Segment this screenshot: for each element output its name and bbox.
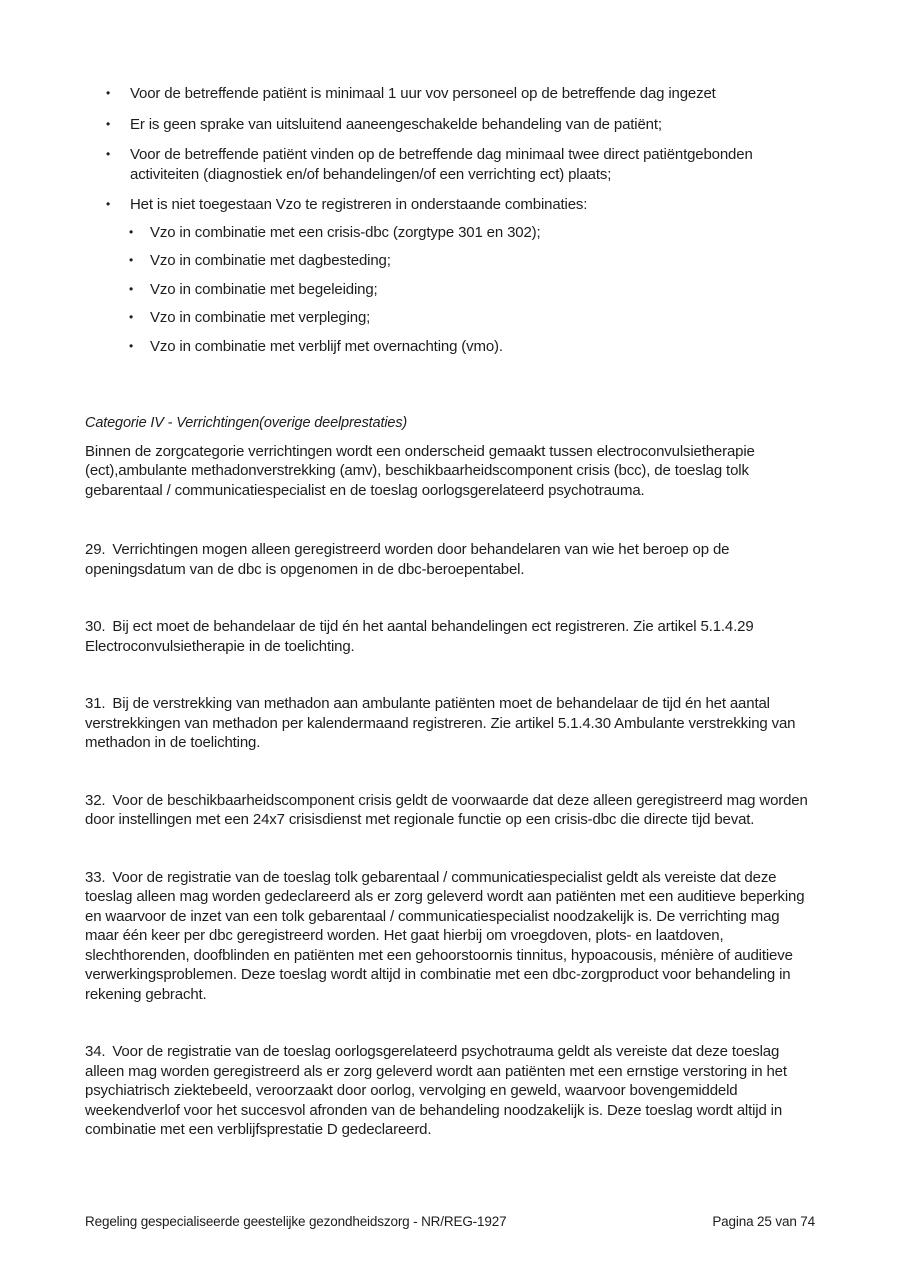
bullet-text: Het is niet toegestaan Vzo te registreren in onderstaande combinaties: xyxy=(130,196,588,213)
bullet-icon: • xyxy=(106,197,111,211)
bullet-item xyxy=(85,115,815,135)
item-number: 29. xyxy=(85,541,106,558)
numbered-item-32 xyxy=(85,791,815,830)
bullet-list xyxy=(85,84,815,356)
bullet-text: Voor de betreffende patiënt vinden op de betreffende dag minimaal twee direct patiëntgebonden activiteiten (diagnostiek en/of behandelingen/of een verrichting ect) plaats; xyxy=(130,146,753,183)
sub-bullet-item xyxy=(85,308,815,328)
bullet-item xyxy=(85,145,815,184)
sub-bullet-item xyxy=(85,251,815,271)
bullet-row xyxy=(85,195,815,215)
item-number: 32. xyxy=(85,791,106,809)
bullet-row xyxy=(85,145,815,184)
bullet-item xyxy=(85,84,815,104)
bullet-icon: • xyxy=(129,281,134,296)
bullet-icon: • xyxy=(129,338,134,353)
page-footer xyxy=(85,1213,815,1230)
footer-document-title: Regeling gespecialiseerde geestelijke gezondheidszorg - NR/REG-1927 xyxy=(85,1214,507,1229)
item-number: 30. xyxy=(85,618,106,635)
bullet-row xyxy=(85,115,815,135)
numbered-item-29 xyxy=(85,540,815,579)
sub-bullet-item xyxy=(85,280,815,300)
sub-bullet-item xyxy=(85,223,815,243)
intro-paragraph: Binnen de zorgcategorie verrichtingen wordt een onderscheid gemaakt tussen electroconvulsietherapie (ect),ambulante methadonverstrekking (amv), beschikbaarheidscomponent crisis (bcc), de toeslag tolk gebarentaal / communicatiespecialist en de toeslag oorlogsgerelateerd psychotrauma. xyxy=(85,442,755,499)
bullet-icon: • xyxy=(129,310,134,324)
numbered-item-31 xyxy=(85,694,815,753)
item-text: Voor de registratie van de toeslag tolk gebarentaal / communicatiespecialist geldt als vereiste dat deze toeslag alleen mag worden gedeclareerd als er zorg geleverd wordt aan patiënten met een auditieve beperking en waarvoor de inzet van een tolk gebarentaal / communicatiespecialist noodzakelijk is. De verrichting mag maar één keer per dbc geregistreerd worden. Het gaat hierbij om vroegdoven, plots- en laatdoven, slechthorenden, doofblinden en patiënten met een gehoorstoornis tinnitus, hypoacousis, ménière of auditieve verwerkingsproblemen. Deze toeslag wordt altijd in combinatie met een dbc-zorgproduct voor behandeling in rekening gebracht. xyxy=(85,868,805,1003)
sub-bullet-text: Vzo in combinatie met dagbesteding; xyxy=(150,252,391,269)
item-text: Verrichtingen mogen alleen geregistreerd worden door behandelaren van wie het beroep op de openingsdatum van de dbc is opgenomen in de dbc-beroepentabel. xyxy=(85,541,730,578)
bullet-row xyxy=(85,84,815,104)
item-text: Voor de beschikbaarheidscomponent crisis geldt de voorwaarde dat deze alleen geregistreerd mag worden door instellingen met een 24x7 crisisdienst met regionale functie op een crisis-dbc die directe tijd bevat. xyxy=(85,791,808,828)
sub-bullet-text: Vzo in combinatie met verblijf met overnachting (vmo). xyxy=(150,337,503,355)
numbered-item-33 xyxy=(85,868,815,1005)
numbered-item-30 xyxy=(85,617,815,656)
item-text: Bij de verstrekking van methadon aan ambulante patiënten moet de behandelaar de tijd én het aantal verstrekkingen van methadon per kalendermaand registreren. Zie artikel 5.1.4.30 Ambulante verstrekking van methadon in de toelichting. xyxy=(85,695,796,751)
bullet-icon: • xyxy=(106,116,111,131)
item-number: 34. xyxy=(85,1043,106,1060)
numbered-item-34 xyxy=(85,1042,815,1140)
bullet-text: Voor de betreffende patiënt is minimaal 1 uur vov personeel op de betreffende dag ingezet xyxy=(130,85,716,102)
sub-bullet-item xyxy=(85,337,815,357)
item-text: Voor de registratie van de toeslag oorlogsgerelateerd psychotrauma geldt als vereiste dat deze toeslag alleen mag worden geregistreerd als er zorg geleverd wordt aan patiënten met een ernstige verstoring in het psychiatrisch ziektebeeld, veroorzaakt door oorlog, vervolging en geweld, waarvoor bovengemiddeld weekendverlof voor het succesvol afronden van de behandeling noodzakelijk is. Deze toeslag wordt altijd in combinatie met een verblijfsprestatie D gedeclareerd. xyxy=(85,1043,787,1138)
section-heading: Categorie IV - Verrichtingen(overige deelprestaties) xyxy=(85,415,408,431)
page-content xyxy=(85,84,815,1140)
sub-bullet-text: Vzo in combinatie met een crisis-dbc (zorgtype 301 en 302); xyxy=(150,223,541,241)
bullet-item xyxy=(85,195,815,356)
item-text: Bij ect moet de behandelaar de tijd én het aantal behandelingen ect registreren. Zie artikel 5.1.4.29 Electroconvulsietherapie in de toelichting. xyxy=(85,618,754,655)
bullet-icon: • xyxy=(129,253,134,267)
bullet-icon: • xyxy=(106,147,111,161)
sub-bullet-text: Vzo in combinatie met verpleging; xyxy=(150,309,371,326)
sub-bullet-text: Vzo in combinatie met begeleiding; xyxy=(150,280,378,298)
footer-page-number: Pagina 25 van 74 xyxy=(712,1214,815,1229)
sub-bullet-list xyxy=(85,223,815,357)
item-number: 31. xyxy=(85,695,106,712)
bullet-icon: • xyxy=(129,224,134,239)
item-number: 33. xyxy=(85,868,106,886)
bullet-text: Er is geen sprake van uitsluitend aaneengeschakelde behandeling van de patiënt; xyxy=(130,115,662,133)
bullet-icon: • xyxy=(106,86,111,100)
